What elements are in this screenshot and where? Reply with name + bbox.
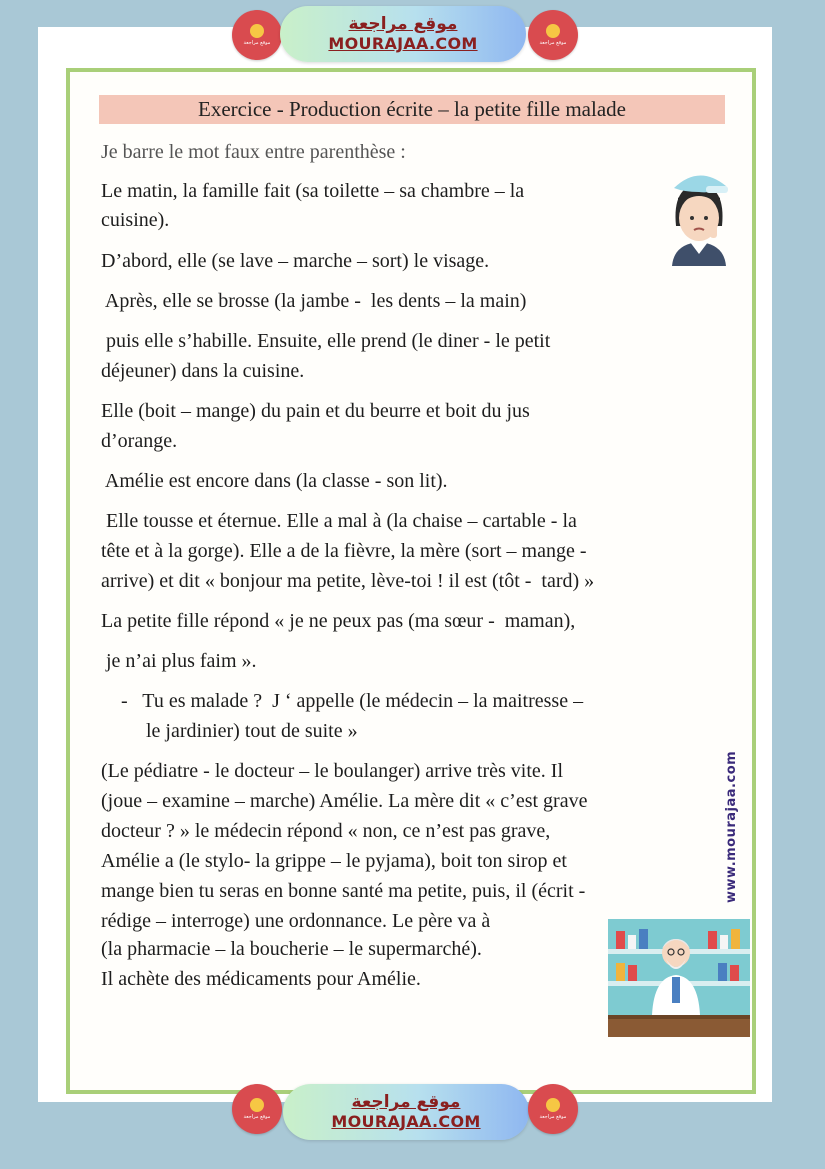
text-line: (joue – examine – marche) Amélie. La mère dit « c’est grave bbox=[101, 790, 588, 812]
text-line: déjeuner) dans la cuisine. bbox=[101, 360, 305, 382]
text-line: le jardinier) tout de suite » bbox=[121, 720, 358, 742]
sick-girl-illustration bbox=[662, 166, 736, 266]
header-logo-right bbox=[528, 10, 578, 60]
text-line: Elle tousse et éternue. Elle a mal à (la chaise – cartable - la bbox=[101, 510, 577, 532]
text-line: tête et à la gorge). Elle a de la fièvre, la mère (sort – mange - bbox=[101, 540, 587, 562]
text-line: D’abord, elle (se lave – marche – sort) le visage. bbox=[101, 250, 490, 272]
text-line: docteur ? » le médecin répond « non, ce n’est pas grave, bbox=[101, 820, 551, 842]
logo-text: موقع مراجعة bbox=[243, 1114, 271, 1120]
text-line: (la pharmacie – la boucherie – le supermarché). bbox=[101, 938, 482, 960]
text-line: La petite fille répond « je ne peux pas (ma sœur - maman), bbox=[101, 610, 576, 632]
exercise-title: Exercice - Production écrite – la petite fille malade bbox=[99, 95, 725, 124]
text-line: d’orange. bbox=[101, 430, 178, 452]
logo-text: موقع مراجعة bbox=[539, 40, 567, 46]
text-line: mange bien tu seras en bonne santé ma petite, puis, il (écrit - bbox=[101, 880, 586, 902]
footer-arabic: موقع مراجعة bbox=[351, 1092, 461, 1112]
text-line: Amélie est encore dans (la classe - son lit). bbox=[101, 470, 448, 492]
header-arabic: موقع مراجعة bbox=[348, 14, 458, 34]
footer-banner[interactable] bbox=[283, 1084, 529, 1140]
text-line: (Le pédiatre - le docteur – le boulanger) arrive très vite. Il bbox=[101, 760, 564, 782]
header-banner[interactable] bbox=[280, 6, 526, 62]
footer-logo-right bbox=[528, 1084, 578, 1134]
text-line: Après, elle se brosse (la jambe - les dents – la main) bbox=[101, 290, 527, 312]
header-logo-left bbox=[232, 10, 282, 60]
logo-text: موقع مراجعة bbox=[539, 1114, 567, 1120]
text-line: Amélie a (le stylo- la grippe – le pyjama), boit ton sirop et bbox=[101, 850, 567, 872]
logo-text: موقع مراجعة bbox=[243, 40, 271, 46]
text-line: puis elle s’habille. Ensuite, elle prend (le diner - le petit bbox=[101, 330, 551, 352]
exercise-instruction: Je barre le mot faux entre parenthèse : bbox=[101, 141, 406, 163]
logo-icon bbox=[250, 24, 264, 38]
pharmacist-illustration bbox=[608, 919, 750, 1037]
side-watermark: www.mourajaa.com bbox=[724, 750, 739, 904]
text-line: rédige – interroge) une ordonnance. Le père va à bbox=[101, 910, 491, 932]
text-line: Le matin, la famille fait (sa toilette – sa chambre – la bbox=[101, 180, 525, 202]
text-line: Elle (boit – mange) du pain et du beurre et boit du jus bbox=[101, 400, 530, 422]
text-line: Il achète des médicaments pour Amélie. bbox=[101, 968, 421, 990]
logo-icon bbox=[546, 24, 560, 38]
footer-site-link[interactable]: MOURAJAA.COM bbox=[331, 1112, 481, 1131]
footer-logo-left bbox=[232, 1084, 282, 1134]
logo-icon bbox=[250, 1098, 264, 1112]
logo-icon bbox=[546, 1098, 560, 1112]
text-line: arrive) et dit « bonjour ma petite, lève-toi ! il est (tôt - tard) » bbox=[101, 570, 595, 592]
header-site-link[interactable]: MOURAJAA.COM bbox=[328, 34, 478, 53]
text-line: cuisine). bbox=[101, 209, 170, 231]
text-line: je n’ai plus faim ». bbox=[101, 650, 257, 672]
text-line: - Tu es malade ? J ‘ appelle (le médecin – la maitresse – bbox=[121, 690, 584, 712]
